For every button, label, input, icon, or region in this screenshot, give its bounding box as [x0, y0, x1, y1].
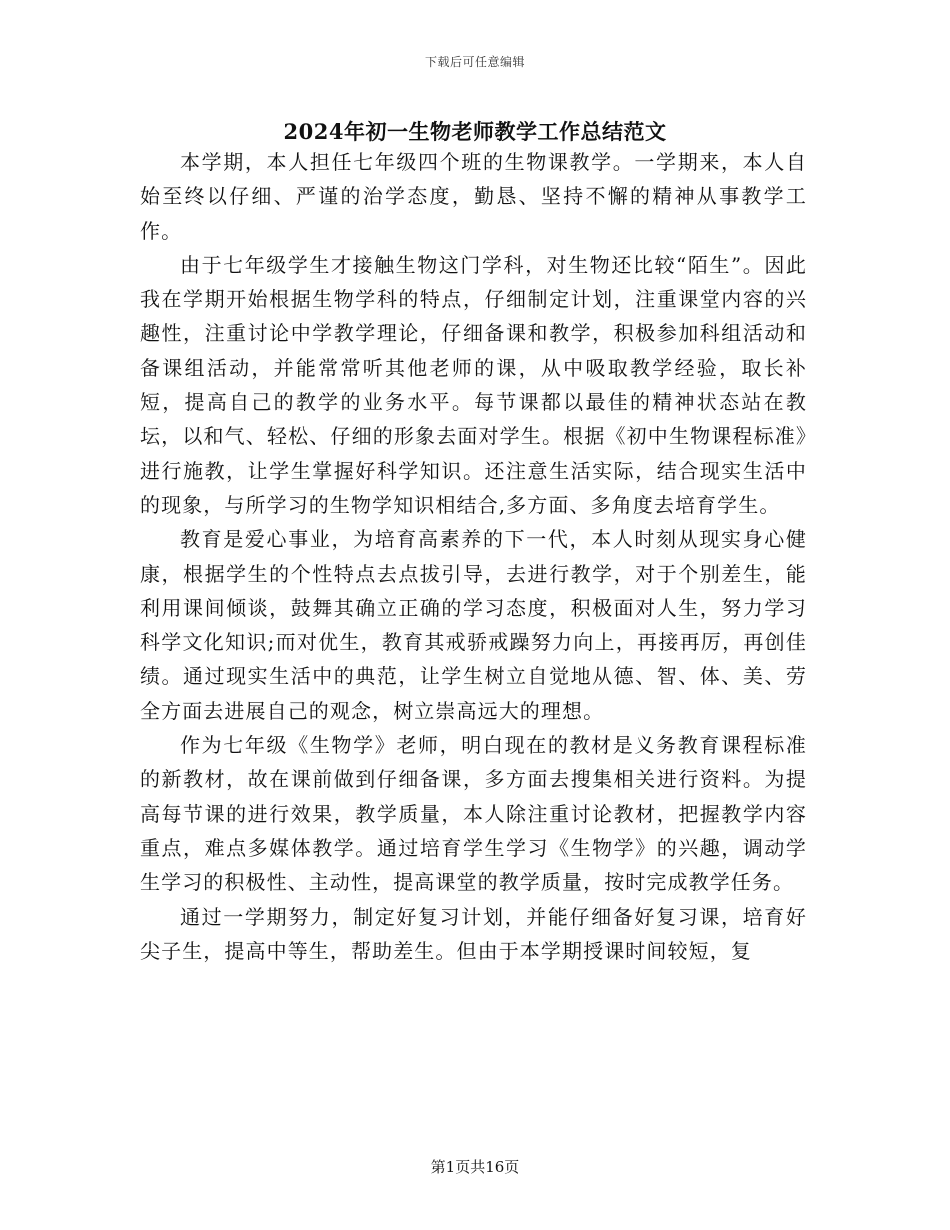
paragraph-4: 作为七年级《生物学》老师，明白现在的教材是义务教育课程标准的新教材，故在课前做到仔细备课，多方面去搜集相关进行资料。为提高每节课的进行效果，教学质量，本人除注重讨论教材，把握教学内容重点，难点多媒体教学。通过培育学生学习《生物学》的兴趣，调动学生学习的积极性、主动性，提高课堂的教学质量，按时完成教学任务。 — [140, 733, 807, 895]
page-number: 第1页共16页 — [430, 1158, 520, 1176]
paragraph-1: 本学期，本人担任七年级四个班的生物课教学。一学期来，本人自始至终以仔细、严谨的治学态度，勤恳、坚持不懈的精神从事教学工作。 — [140, 150, 807, 243]
paragraph-5: 通过一学期努力，制定好复习计划，并能仔细备好复习课，培育好尖子生，提高中等生，帮助差生。但由于本学期授课时间较短，复 — [140, 904, 807, 963]
paragraph-2: 由于七年级学生才接触生物这门学科，对生物还比较“陌生”。因此我在学期开始根据生物学科的特点，仔细制定计划，注重课堂内容的兴趣性，注重讨论中学教学理论，仔细备课和教学，积极参加科组活动和备课组活动，并能常常听其他老师的课，从中吸取教学经验，取长补短，提高自己的教学的业务水平。每节课都以最佳的精神状态站在教坛，以和气、轻松、仔细的形象去面对学生。根据《初中生物课程标准》进行施教，让学生掌握好科学知识。还注意生活实际，结合现实生活中的现象，与所学习的生物学知识相结合,多方面、多角度去培育学生。 — [140, 252, 807, 517]
document-body — [140, 145, 807, 968]
paragraph-3: 教育是爱心事业，为培育高素养的下一代，本人时刻从现实身心健康，根据学生的个性特点去点拔引导，去进行教学，对于个别差生，能利用课间倾谈，鼓舞其确立正确的学习态度，积极面对人生，努力学习科学文化知识;而对优生，教育其戒骄戒躁努力向上，再接再厉，再创佳绩。通过现实生活中的典范，让学生树立自觉地从德、智、体、美、劳全方面去进展自己的观念，树立崇高远大的理想。 — [140, 527, 807, 723]
document-title: 2024年初一生物老师教学工作总结范文 — [283, 119, 667, 144]
header-note: 下载后可任意编辑 — [424, 55, 525, 69]
